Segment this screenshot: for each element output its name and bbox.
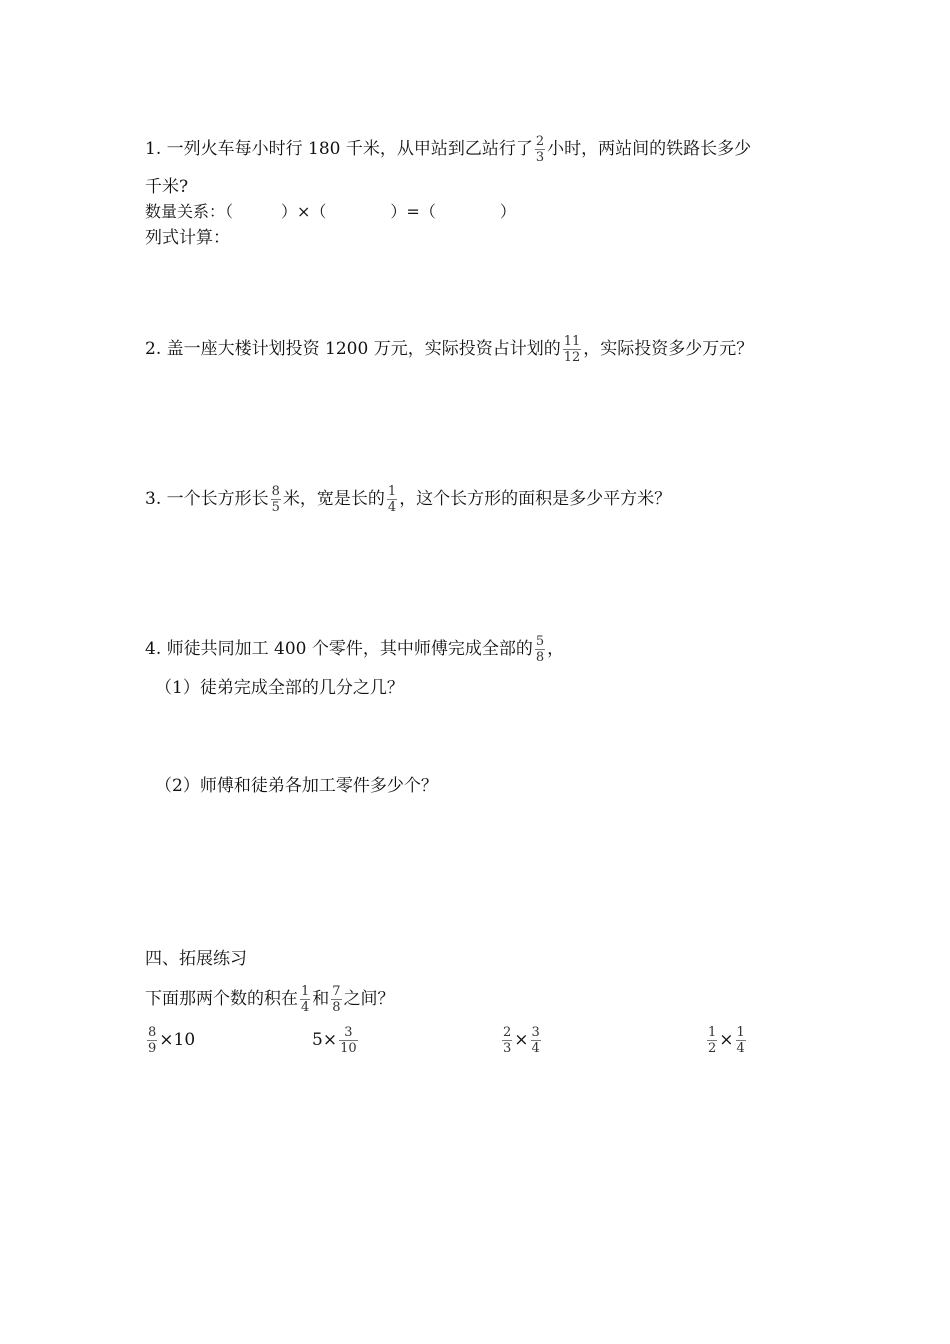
fraction: $\frac{1}{4}$ — [387, 484, 397, 515]
question-3-text-c: ，这个长方形的面积是多少平方米？ — [399, 489, 672, 509]
fraction: $\frac{2}{3}$ — [503, 1025, 512, 1056]
choice-a — [145, 1025, 195, 1056]
section-4-text-b: 和 — [312, 989, 330, 1009]
fraction: $\frac{5}{8}$ — [535, 634, 545, 665]
question-4-sub-2: （2）师傅和徒弟各加工零件多少个？ — [155, 776, 438, 796]
choice-d — [705, 1025, 748, 1056]
fraction: $\frac{8}{9}$ — [148, 1025, 157, 1056]
question-2 — [145, 334, 753, 365]
fraction: $\frac{3}{4}$ — [531, 1025, 540, 1056]
choice-operator: × — [719, 1030, 734, 1050]
question-2-text-b: ，实际投资多少万元？ — [583, 339, 754, 359]
fraction: $\frac{3}{10}$ — [340, 1025, 357, 1056]
question-2-text-a: 2. 盖一座大楼计划投资 1200 万元，实际投资占计划的 — [145, 339, 561, 359]
question-1-line-2: 千米? — [145, 177, 189, 197]
question-4-text-a: 4. 师徒共同加工 400 个零件，其中师傅完成全部的 — [145, 639, 533, 659]
section-4-question — [145, 984, 395, 1015]
choice-b — [312, 1025, 360, 1056]
quantity-relation: 数量关系：（ ）×（ ）=（ ） — [145, 202, 516, 221]
section-4-text-a: 下面那两个数的积在 — [145, 989, 298, 1009]
question-4-text-b: ， — [547, 639, 565, 659]
section-4-title: 四、拓展练习 — [145, 949, 247, 969]
fraction: $\frac{1}{4}$ — [301, 984, 310, 1015]
fraction: $\frac{8}{5}$ — [271, 484, 280, 515]
question-3 — [145, 484, 671, 515]
fraction: $\frac{1}{2}$ — [708, 1025, 717, 1056]
choice-operator: ×10 — [159, 1030, 196, 1050]
question-1-text-b: 小时，两站间的铁路长多少 — [547, 139, 752, 159]
question-4-sub-1: （1）徒弟完成全部的几分之几？ — [155, 678, 404, 698]
question-3-text-b: 米，宽是长的 — [282, 489, 385, 509]
question-1-text-a: 1. 一列火车每小时行 180 千米，从甲站到乙站行了 — [145, 139, 533, 159]
choice-c — [500, 1025, 543, 1056]
fraction: $\frac{1}{4}$ — [736, 1025, 745, 1056]
fraction: $\frac{11}{12}$ — [563, 334, 581, 365]
question-4 — [145, 634, 564, 665]
choice-operator: × — [514, 1030, 529, 1050]
section-4-text-c: 之间？ — [343, 989, 395, 1009]
choice-prefix: 5× — [312, 1030, 338, 1050]
fraction: $\frac{7}{8}$ — [332, 984, 341, 1015]
calculation-label: 列式计算： — [145, 228, 230, 248]
fraction: $\frac{2}{3}$ — [535, 134, 545, 165]
question-1-line-1 — [145, 134, 751, 165]
question-3-text-a: 3. 一个长方形长 — [145, 489, 269, 509]
